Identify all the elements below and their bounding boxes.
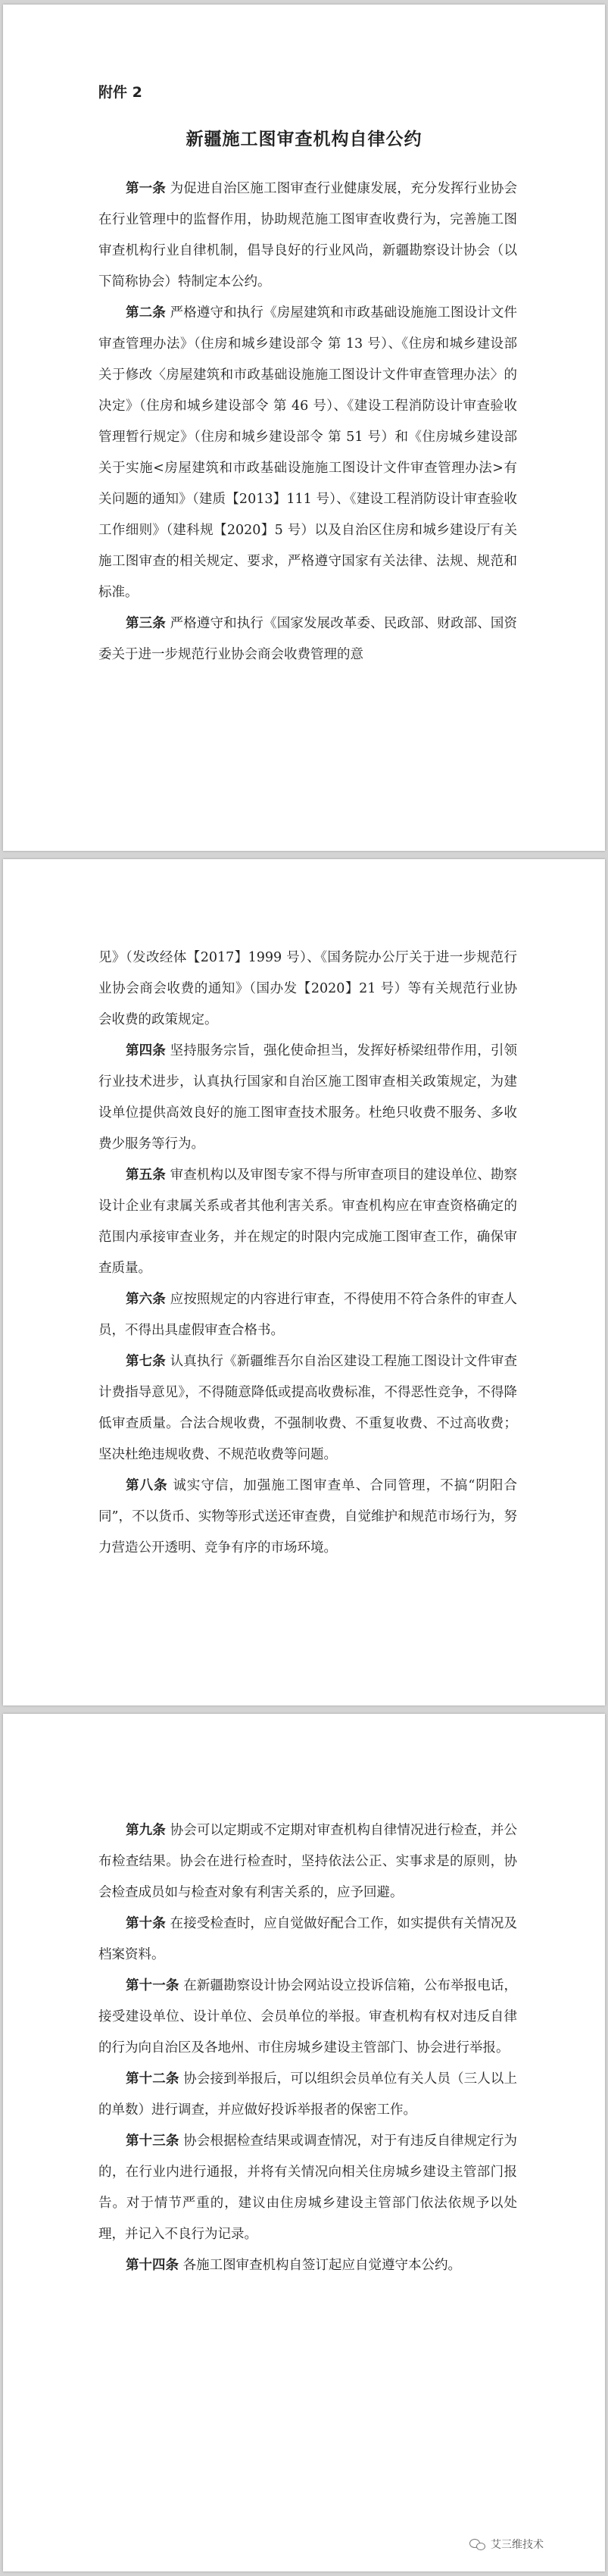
article-text: 认真执行《新疆维吾尔自治区建设工程施工图设计文件审查计费指导意见》，不得随意降低或提高收费标准，不得恶性竞争，不得降低审查质量。合法合规收费，不强制收费、不重复收费、不过高收费；坚决杜绝违规收费、不规范收费等问题。 <box>98 1354 518 1462</box>
article-text: 在新疆勘察设计协会网站设立投诉信箱，公布举报电话，接受建设单位、设计单位、会员单位的举报。审查机构有权对违反自律的行为向自治区及各地州、市住房城乡建设主管部门、协会进行举报。 <box>98 1978 518 2055</box>
article-text: 诚实守信，加强施工图审查单、合同管理，不搞“阴阳合同”，不以货币、实物等形式送还审查费，自觉维护和规范市场行为，努力营造公开透明、竞争有序的市场环境。 <box>98 1478 517 1555</box>
article-label: 第十一条 <box>126 1978 179 1993</box>
article-10 <box>98 1909 517 1971</box>
article-3 <box>98 608 517 671</box>
article-3-continuation: 见》（发改经体【2017】1999 号）、《国务院办公厅关于进一步规范行业协会商会收费的通知》（国办发【2020】21 号）等有关规范行业协会收费的政策规定。 <box>98 950 517 1027</box>
article-4 <box>98 1036 517 1160</box>
article-text: 为促进自治区施工图审查行业健康发展，充分发挥行业协会在行业管理中的监督作用，协助规范施工图审查收费行为，完善施工图审查机构行业自律机制，倡导良好的行业风尚，新疆勘察设计协会（以下简称协会）特制定本公约。 <box>98 181 518 289</box>
article-text: 应按照规定的内容进行审查，不得使用不符合条件的审查人员，不得出具虚假审查合格书。 <box>98 1292 518 1338</box>
article-label: 第十四条 <box>126 2258 179 2273</box>
article-label: 第七条 <box>126 1354 166 1369</box>
article-label: 第九条 <box>126 1823 166 1838</box>
article-5 <box>98 1160 517 1284</box>
article-text: 严格遵守和执行《国家发展改革委、民政部、财政部、国资委关于进一步规范行业协会商会收费管理的意 <box>98 616 518 662</box>
document-title: 新疆施工图审查机构自律公约 <box>186 129 422 149</box>
article-label: 第四条 <box>126 1043 166 1058</box>
article-label: 第三条 <box>126 616 166 631</box>
page3-body <box>98 1815 517 2281</box>
article-label: 第十二条 <box>126 2071 179 2087</box>
article-label: 第五条 <box>126 1168 166 1183</box>
article-8 <box>98 1471 517 1564</box>
article-text: 协会根据检查结果或调查情况，对于有违反自律规定行为的，在行业内进行通报，并将有关情况向相关住房城乡建设主管部门报告。对于情节严重的，建议由住房城乡建设主管部门依法依规予以处理，并记入不良行为记录。 <box>98 2134 518 2242</box>
article-label: 第二条 <box>126 305 166 320</box>
article-9 <box>98 1815 517 1909</box>
article-text: 协会接到举报后，可以组织会员单位有关人员（三人以上的单数）进行调查，并应做好投诉举报者的保密工作。 <box>98 2071 518 2118</box>
article-label: 第六条 <box>126 1292 166 1307</box>
article-label: 第一条 <box>126 181 166 196</box>
watermark <box>469 2537 544 2552</box>
article-text: 协会可以定期或不定期对审查机构自律情况进行检查，并公布检查结果。协会在进行检查时，坚持依法公正、实事求是的原则，协会检查成员如与检查对象有利害关系的，应予回避。 <box>98 1823 518 1900</box>
wechat-icon <box>469 2538 486 2550</box>
article-label: 第十条 <box>126 1916 166 1931</box>
article-13 <box>98 2126 517 2250</box>
article-text: 坚持服务宗旨，强化使命担当，发挥好桥梁纽带作用，引领行业技术进步，认真执行国家和自治区施工图审查相关政策规定，为建设单位提供高效良好的施工图审查技术服务。杜绝只收费不服务、多收费少服务等行为。 <box>98 1043 518 1152</box>
article-text: 严格遵守和执行《房屋建筑和市政基础设施施工图设计文件审查管理办法》（住房和城乡建设部令 第 13 号）、《住房和城乡建设部关于修改〈房屋建筑和市政基础设施施工图设计文件审查管理办法〉的决定》（住房和城乡建设部令 第 46 号）、《建设工程消防设计审查验收管理暂行规定》（住房和城乡建设部令 第 51 号）和《住房城乡建设部关于实施<房屋建筑和市政基础设施施工图设计文件审查管理办法>有关问题的通知》（建质【2013】111 号）、《建设工程消防设计审查验收工作细则》（建科规【2020】5 号）以及自治区住房和城乡建设厅有关施工图审查的相关规定、要求，严格遵守国家有关法律、法规、规范和标准。 <box>98 305 518 600</box>
article-label: 第十三条 <box>126 2134 179 2149</box>
watermark-text: 艾三维技术 <box>491 2539 544 2551</box>
article-label: 第八条 <box>126 1478 168 1493</box>
article-text: 审查机构以及审图专家不得与所审查项目的建设单位、勘察设计企业有隶属关系或者其他利害关系。审查机构应在审查资格确定的范围内承接审查业务，并在规定的时限内完成施工图审查工作，确保审查质量。 <box>98 1168 518 1276</box>
article-7 <box>98 1346 517 1471</box>
article-text: 在接受检查时，应自觉做好配合工作，如实提供有关情况及档案资料。 <box>98 1916 518 1962</box>
page1-body <box>98 174 517 671</box>
article-text: 各施工图审查机构自签订起应自觉遵守本公约。 <box>179 2258 462 2273</box>
article-12 <box>98 2064 517 2126</box>
article-1 <box>98 174 517 298</box>
article-14 <box>98 2250 517 2281</box>
article-2 <box>98 298 517 608</box>
article-11 <box>98 1971 517 2064</box>
attachment-label: 附件 2 <box>98 84 142 101</box>
article-6 <box>98 1284 517 1346</box>
page2-body <box>98 943 517 1564</box>
